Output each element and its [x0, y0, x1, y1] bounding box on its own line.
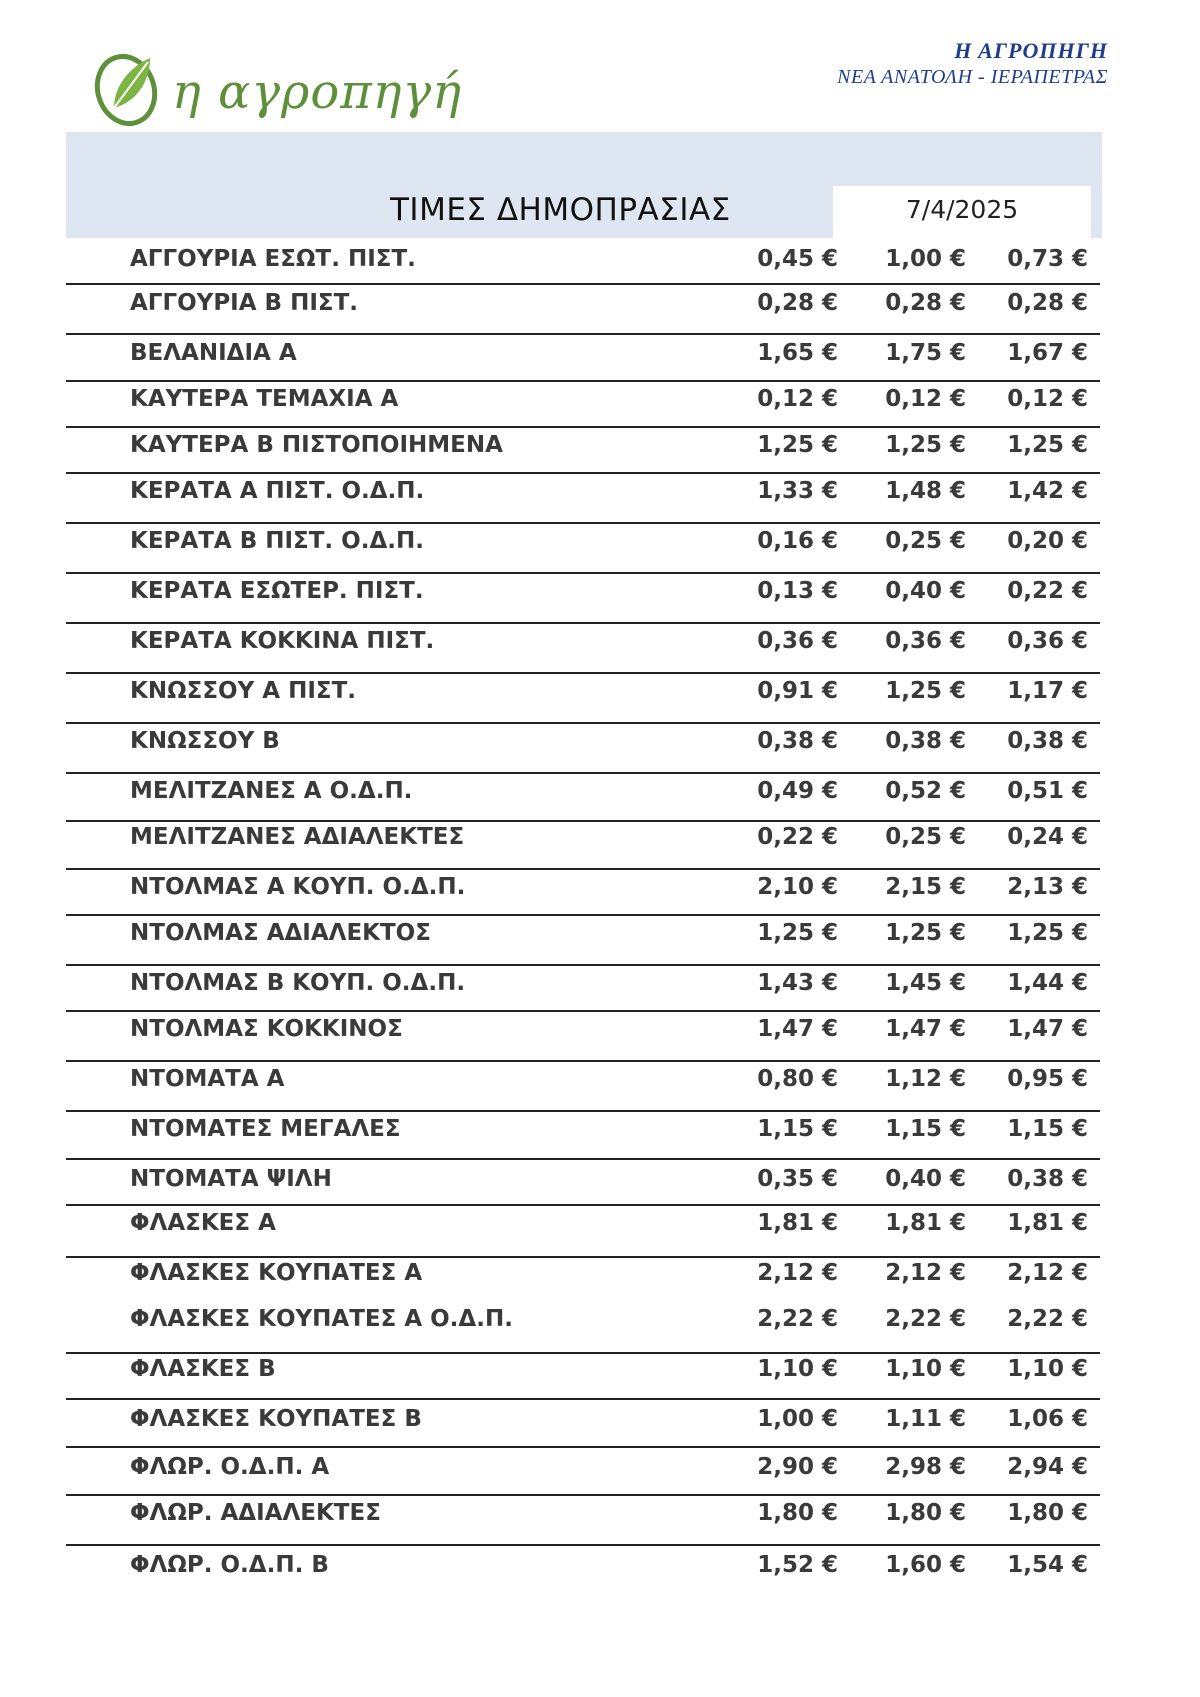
row-divider [66, 1204, 1100, 1206]
price-p1: 1,10 € [757, 1356, 838, 1382]
product-name: ΚΑΥΤΕΡΑ Β ΠΙΣΤΟΠΟΙΗΜΕΝΑ [130, 432, 503, 458]
product-name: ΝΤΟΛΜΑΣ Β ΚΟΥΠ. Ο.Δ.Π. [130, 970, 466, 996]
product-name: ΦΛΩΡ. Ο.Δ.Π. Α [130, 1454, 330, 1480]
price-p3: 1,17 € [1007, 678, 1088, 704]
price-p2: 0,28 € [885, 290, 966, 316]
price-p3: 1,80 € [1007, 1500, 1088, 1526]
price-p1: 1,00 € [757, 1406, 838, 1432]
price-p3: 1,06 € [1007, 1406, 1088, 1432]
table-row [66, 1116, 1100, 1146]
price-p2: 1,25 € [885, 920, 966, 946]
row-divider [66, 472, 1100, 474]
table-row [66, 340, 1100, 370]
price-p3: 1,44 € [1007, 970, 1088, 996]
row-divider [66, 1398, 1100, 1400]
row-divider [66, 426, 1100, 428]
table-row [66, 920, 1100, 950]
row-divider [66, 1110, 1100, 1112]
price-p3: 1,42 € [1007, 478, 1088, 504]
price-p3: 1,47 € [1007, 1016, 1088, 1042]
product-name: ΦΛΑΣΚΕΣ Β [130, 1356, 276, 1382]
row-divider [66, 1158, 1100, 1160]
price-p3: 1,15 € [1007, 1116, 1088, 1142]
product-name: ΚΕΡΑΤΑ ΕΣΩΤΕΡ. ΠΙΣΤ. [130, 578, 424, 604]
table-row [66, 874, 1100, 904]
product-name: ΦΛΑΣΚΕΣ ΚΟΥΠΑΤΕΣ Α [130, 1260, 423, 1286]
price-p3: 0,12 € [1007, 386, 1088, 412]
price-p1: 0,38 € [757, 728, 838, 754]
table-row [66, 1454, 1100, 1484]
company-name: Η ΑΓΡΟΠΗΓΗ [954, 38, 1108, 63]
row-divider [66, 722, 1100, 724]
price-p2: 2,15 € [885, 874, 966, 900]
row-divider [66, 1494, 1100, 1496]
row-divider [66, 772, 1100, 774]
price-p1: 0,13 € [757, 578, 838, 604]
price-p1: 1,47 € [757, 1016, 838, 1042]
price-p2: 1,10 € [885, 1356, 966, 1382]
row-divider [66, 572, 1100, 574]
price-p1: 1,15 € [757, 1116, 838, 1142]
price-p1: 1,43 € [757, 970, 838, 996]
table-row [66, 778, 1100, 808]
price-p3: 0,28 € [1007, 290, 1088, 316]
table-row [66, 628, 1100, 658]
product-name: ΝΤΟΛΜΑΣ ΑΔΙΑΛΕΚΤΟΣ [130, 920, 431, 946]
price-p1: 0,80 € [757, 1066, 838, 1092]
price-p2: 0,40 € [885, 1166, 966, 1192]
price-p2: 1,45 € [885, 970, 966, 996]
price-p3: 2,13 € [1007, 874, 1088, 900]
price-p2: 0,25 € [885, 528, 966, 554]
price-p2: 1,12 € [885, 1066, 966, 1092]
product-name: ΝΤΟΛΜΑΣ Α ΚΟΥΠ. Ο.Δ.Π. [130, 874, 466, 900]
product-name: ΜΕΛΙΤΖΑΝΕΣ ΑΔΙΑΛΕΚΤΕΣ [130, 824, 465, 850]
product-name: ΚΕΡΑΤΑ ΚΟΚΚΙΝΑ ΠΙΣΤ. [130, 628, 435, 654]
product-name: ΒΕΛΑΝΙΔΙΑ Α [130, 340, 297, 366]
product-name: ΚΑΥΤΕΡΑ ΤΕΜΑΧΙΑ Α [130, 386, 399, 412]
row-divider [66, 1446, 1100, 1448]
product-name: ΑΓΓΟΥΡΙΑ Β ΠΙΣΤ. [130, 290, 359, 316]
table-row [66, 1260, 1100, 1290]
price-p1: 0,49 € [757, 778, 838, 804]
row-divider [66, 1256, 1100, 1258]
price-p2: 2,12 € [885, 1260, 966, 1286]
price-p3: 2,94 € [1007, 1454, 1088, 1480]
table-row [66, 1356, 1100, 1386]
product-name: ΝΤΟΜΑΤΑ Α [130, 1066, 285, 1092]
row-divider [66, 522, 1100, 524]
price-p1: 0,12 € [757, 386, 838, 412]
price-p3: 1,67 € [1007, 340, 1088, 366]
product-name: ΚΝΩΣΣΟΥ Β [130, 728, 280, 754]
price-p3: 1,54 € [1007, 1552, 1088, 1578]
row-divider [66, 672, 1100, 674]
table-row [66, 1016, 1100, 1046]
price-p1: 2,90 € [757, 1454, 838, 1480]
table-row [66, 678, 1100, 708]
price-p1: 2,22 € [757, 1306, 838, 1332]
row-divider [66, 964, 1100, 966]
table-row [66, 1066, 1100, 1096]
table-row [66, 1406, 1100, 1436]
price-p1: 0,91 € [757, 678, 838, 704]
row-divider [66, 1352, 1100, 1354]
row-divider [66, 1544, 1100, 1546]
table-row [66, 824, 1100, 854]
price-p2: 0,40 € [885, 578, 966, 604]
price-p1: 0,16 € [757, 528, 838, 554]
price-p1: 2,10 € [757, 874, 838, 900]
product-name: ΚΕΡΑΤΑ Β ΠΙΣΤ. Ο.Δ.Π. [130, 528, 424, 554]
price-p2: 0,38 € [885, 728, 966, 754]
price-p3: 1,25 € [1007, 432, 1088, 458]
price-p3: 1,25 € [1007, 920, 1088, 946]
price-p1: 1,81 € [757, 1210, 838, 1236]
row-divider [66, 333, 1100, 335]
price-p3: 0,95 € [1007, 1066, 1088, 1092]
product-name: ΝΤΟΜΑΤΕΣ ΜΕΓΑΛΕΣ [130, 1116, 401, 1142]
product-name: ΦΛΑΣΚΕΣ ΚΟΥΠΑΤΕΣ Β [130, 1406, 422, 1432]
price-p1: 2,12 € [757, 1260, 838, 1286]
product-name: ΦΛΩΡ. Ο.Δ.Π. Β [130, 1552, 329, 1578]
product-name: ΑΓΓΟΥΡΙΑ ΕΣΩΤ. ΠΙΣΤ. [130, 246, 416, 272]
price-p1: 1,80 € [757, 1500, 838, 1526]
product-name: ΚΝΩΣΣΟΥ Α ΠΙΣΤ. [130, 678, 357, 704]
company-address: ΝΕΑ ΑΝΑΤΟΛΗ - ΙΕΡΑΠΕΤΡΑΣ [837, 66, 1108, 88]
product-name: ΝΤΟΜΑΤΑ ΨΙΛΗ [130, 1166, 332, 1192]
price-p1: 1,33 € [757, 478, 838, 504]
page-title: ΤΙΜΕΣ ΔΗΜΟΠΡΑΣΙΑΣ [390, 192, 731, 228]
price-p1: 0,35 € [757, 1166, 838, 1192]
price-p2: 1,00 € [885, 246, 966, 272]
price-p2: 1,48 € [885, 478, 966, 504]
table-row [66, 1552, 1100, 1582]
price-p1: 1,25 € [757, 920, 838, 946]
price-p2: 1,25 € [885, 678, 966, 704]
price-p1: 0,45 € [757, 246, 838, 272]
price-p3: 0,22 € [1007, 578, 1088, 604]
product-name: ΦΛΑΣΚΕΣ ΚΟΥΠΑΤΕΣ Α Ο.Δ.Π. [130, 1306, 513, 1332]
table-row [66, 478, 1100, 508]
product-name: ΦΛΩΡ. ΑΔΙΑΛΕΚΤΕΣ [130, 1500, 381, 1526]
price-p3: 0,38 € [1007, 1166, 1088, 1192]
price-p3: 0,73 € [1007, 246, 1088, 272]
price-p2: 0,12 € [885, 386, 966, 412]
price-p3: 2,22 € [1007, 1306, 1088, 1332]
row-divider [66, 820, 1100, 822]
price-p2: 1,47 € [885, 1016, 966, 1042]
table-row [66, 1210, 1100, 1240]
table-row [66, 1306, 1100, 1336]
price-p1: 0,28 € [757, 290, 838, 316]
price-p2: 2,98 € [885, 1454, 966, 1480]
row-divider [66, 283, 1100, 285]
product-name: ΚΕΡΑΤΑ Α ΠΙΣΤ. Ο.Δ.Π. [130, 478, 425, 504]
price-p3: 2,12 € [1007, 1260, 1088, 1286]
row-divider [66, 1060, 1100, 1062]
price-p1: 0,22 € [757, 824, 838, 850]
price-p2: 1,81 € [885, 1210, 966, 1236]
product-name: ΝΤΟΛΜΑΣ ΚΟΚΚΙΝΟΣ [130, 1016, 403, 1042]
logo-text: η αγροπηγή [172, 64, 462, 120]
row-divider [66, 1010, 1100, 1012]
price-p2: 2,22 € [885, 1306, 966, 1332]
price-p1: 1,65 € [757, 340, 838, 366]
table-row [66, 970, 1100, 1000]
row-divider [66, 380, 1100, 382]
price-p2: 0,52 € [885, 778, 966, 804]
table-row [66, 290, 1100, 320]
price-p3: 1,10 € [1007, 1356, 1088, 1382]
table-row [66, 386, 1100, 416]
price-p2: 1,75 € [885, 340, 966, 366]
row-divider [66, 914, 1100, 916]
table-row [66, 1500, 1100, 1530]
price-p3: 0,38 € [1007, 728, 1088, 754]
table-row [66, 578, 1100, 608]
product-name: ΦΛΑΣΚΕΣ Α [130, 1210, 276, 1236]
price-p3: 0,20 € [1007, 528, 1088, 554]
price-p1: 0,36 € [757, 628, 838, 654]
price-p2: 1,80 € [885, 1500, 966, 1526]
price-p3: 0,51 € [1007, 778, 1088, 804]
price-p1: 1,25 € [757, 432, 838, 458]
price-p2: 1,25 € [885, 432, 966, 458]
table-row [66, 528, 1100, 558]
table-row [66, 432, 1100, 462]
row-divider [66, 868, 1100, 870]
row-divider [66, 622, 1100, 624]
price-p2: 1,15 € [885, 1116, 966, 1142]
price-p3: 0,36 € [1007, 628, 1088, 654]
table-row [66, 1166, 1100, 1196]
price-p3: 1,81 € [1007, 1210, 1088, 1236]
table-row [66, 728, 1100, 758]
price-p2: 0,36 € [885, 628, 966, 654]
price-p2: 1,60 € [885, 1552, 966, 1578]
price-p3: 0,24 € [1007, 824, 1088, 850]
price-p1: 1,52 € [757, 1552, 838, 1578]
product-name: ΜΕΛΙΤΖΑΝΕΣ Α Ο.Δ.Π. [130, 778, 413, 804]
auction-date: 7/4/2025 [905, 195, 1019, 224]
table-row [66, 246, 1100, 276]
price-p2: 1,11 € [885, 1406, 966, 1432]
price-p2: 0,25 € [885, 824, 966, 850]
